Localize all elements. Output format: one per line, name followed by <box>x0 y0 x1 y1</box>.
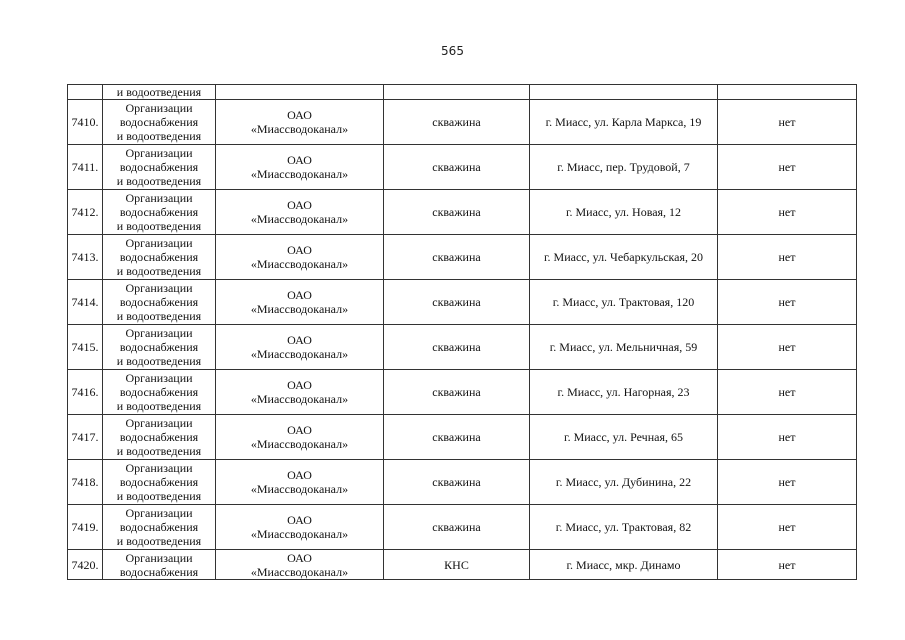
cell-flag: нет <box>718 145 857 190</box>
organization-type-line: водоснабжения <box>119 340 199 354</box>
organization-type-line: водоснабжения <box>119 115 199 129</box>
cell-object: скважина <box>384 280 530 325</box>
organization-name-line: «Миассводоканал» <box>250 347 349 361</box>
table-row <box>68 235 857 280</box>
organization-type-line: и водоотведения <box>116 399 202 413</box>
table-row <box>68 550 857 580</box>
organization-name-line: ОАО <box>287 423 312 437</box>
cell-organization <box>216 550 384 580</box>
organization-type-line: Организации <box>125 101 193 115</box>
cell-address: г. Миасс, ул. Речная, 65 <box>530 415 718 460</box>
organization-type-line: Организации <box>125 326 193 340</box>
cell-flag <box>718 85 857 100</box>
cell-flag: нет <box>718 550 857 580</box>
cell-number: 7410. <box>68 100 103 145</box>
cell-number: 7413. <box>68 235 103 280</box>
cell-object: скважина <box>384 235 530 280</box>
cell-organization-type <box>103 235 216 280</box>
organization-type-line: и водоотведения <box>116 444 202 458</box>
cell-flag: нет <box>718 190 857 235</box>
cell-address: г. Миасс, ул. Мельничная, 59 <box>530 325 718 370</box>
table-row-continuation <box>68 85 857 100</box>
table-row <box>68 145 857 190</box>
cell-organization <box>216 235 384 280</box>
cell-organization-type: и водоотведения <box>103 85 216 100</box>
cell-flag: нет <box>718 415 857 460</box>
table-row <box>68 325 857 370</box>
cell-organization <box>216 100 384 145</box>
cell-organization <box>216 460 384 505</box>
organization-type-line: и водоотведения <box>116 264 202 278</box>
cell-flag: нет <box>718 235 857 280</box>
cell-address: г. Миасс, ул. Новая, 12 <box>530 190 718 235</box>
organization-type-line: Организации <box>125 416 193 430</box>
cell-address: г. Миасс, ул. Чебаркульская, 20 <box>530 235 718 280</box>
organization-type-line: водоснабжения <box>119 385 199 399</box>
cell-object: скважина <box>384 370 530 415</box>
organization-name-line: ОАО <box>287 108 312 122</box>
table-row <box>68 415 857 460</box>
organization-type-line: водоснабжения <box>119 205 199 219</box>
cell-organization <box>216 145 384 190</box>
organization-type-line: Организации <box>125 506 193 520</box>
cell-number: 7417. <box>68 415 103 460</box>
table-row <box>68 370 857 415</box>
cell-organization-type <box>103 415 216 460</box>
organization-name-line: ОАО <box>287 513 312 527</box>
cell-organization <box>216 415 384 460</box>
table-row <box>68 100 857 145</box>
cell-address: г. Миасс, ул. Трактовая, 120 <box>530 280 718 325</box>
organization-name-line: «Миассводоканал» <box>250 167 349 181</box>
organization-type-line: и водоотведения <box>116 174 202 188</box>
organization-type-line: Организации <box>125 550 193 565</box>
organization-name-line: ОАО <box>287 378 312 392</box>
cell-address: г. Миасс, ул. Нагорная, 23 <box>530 370 718 415</box>
page-number: 565 <box>441 44 464 58</box>
organization-type-line: и водоотведения <box>116 219 202 233</box>
organization-name-line: «Миассводоканал» <box>250 257 349 271</box>
cell-number: 7420. <box>68 550 103 580</box>
cell-organization <box>216 280 384 325</box>
cell-flag: нет <box>718 505 857 550</box>
organization-type-line: Организации <box>125 281 193 295</box>
cell-number: 7418. <box>68 460 103 505</box>
cell-number: 7416. <box>68 370 103 415</box>
cell-organization <box>216 190 384 235</box>
table-row <box>68 460 857 505</box>
cell-organization-type <box>103 370 216 415</box>
cell-object: скважина <box>384 190 530 235</box>
cell-object: скважина <box>384 505 530 550</box>
organization-type-line: водоснабжения <box>119 250 199 264</box>
cell-flag: нет <box>718 280 857 325</box>
organization-type-line: и водоотведения <box>116 129 202 143</box>
cell-organization-type <box>103 280 216 325</box>
organization-type-line: и водоотведения <box>116 534 202 548</box>
organization-type-line: и водоотведения <box>116 354 202 368</box>
organization-name-line: «Миассводоканал» <box>250 564 349 579</box>
organization-name-line: ОАО <box>287 243 312 257</box>
cell-address: г. Миасс, мкр. Динамо <box>530 550 718 580</box>
cell-flag: нет <box>718 370 857 415</box>
organization-type-line: водоснабжения <box>119 520 199 534</box>
cell-object: скважина <box>384 325 530 370</box>
cell-organization-type <box>103 550 216 580</box>
cell-organization-type <box>103 460 216 505</box>
cell-address: г. Миасс, ул. Карла Маркса, 19 <box>530 100 718 145</box>
organization-type-line: водоснабжения <box>119 564 199 579</box>
cell-organization-type <box>103 505 216 550</box>
cell-address: г. Миасс, пер. Трудовой, 7 <box>530 145 718 190</box>
table-row <box>68 190 857 235</box>
organization-name-line: «Миассводоканал» <box>250 527 349 541</box>
organization-type-line: и водоотведения <box>116 309 202 323</box>
cell-number: 7415. <box>68 325 103 370</box>
cell-object: скважина <box>384 145 530 190</box>
table-body <box>68 85 857 580</box>
organization-name-line: «Миассводоканал» <box>250 392 349 406</box>
cell-address: г. Миасс, ул. Трактовая, 82 <box>530 505 718 550</box>
organization-type-line: Организации <box>125 371 193 385</box>
organization-name-line: ОАО <box>287 153 312 167</box>
cell-object: скважина <box>384 415 530 460</box>
cell-number: 7412. <box>68 190 103 235</box>
organization-type-line: водоснабжения <box>119 475 199 489</box>
cell-flag: нет <box>718 325 857 370</box>
cell-organization <box>216 505 384 550</box>
cell-organization-type <box>103 325 216 370</box>
cell-organization-type <box>103 190 216 235</box>
organization-type-line: водоснабжения <box>119 160 199 174</box>
cell-organization <box>216 325 384 370</box>
organization-name-line: «Миассводоканал» <box>250 212 349 226</box>
organization-name-line: «Миассводоканал» <box>250 437 349 451</box>
cell-number: 7414. <box>68 280 103 325</box>
table-row <box>68 280 857 325</box>
organization-type-line: Организации <box>125 146 193 160</box>
cell-object: КНС <box>384 550 530 580</box>
cell-organization <box>216 370 384 415</box>
cell-flag: нет <box>718 460 857 505</box>
organization-name-line: «Миассводоканал» <box>250 482 349 496</box>
organization-type-line: водоснабжения <box>119 430 199 444</box>
cell-number <box>68 85 103 100</box>
cell-organization-type <box>103 100 216 145</box>
cell-organization <box>216 85 384 100</box>
cell-number: 7411. <box>68 145 103 190</box>
cell-object: скважина <box>384 100 530 145</box>
organization-name-line: ОАО <box>287 550 312 565</box>
organization-name-line: «Миассводоканал» <box>250 302 349 316</box>
organization-name-line: ОАО <box>287 468 312 482</box>
organization-type-line: Организации <box>125 461 193 475</box>
organization-type-line: и водоотведения <box>116 489 202 503</box>
organization-name-line: ОАО <box>287 333 312 347</box>
organization-name-line: ОАО <box>287 198 312 212</box>
cell-object: скважина <box>384 460 530 505</box>
organization-name-line: ОАО <box>287 288 312 302</box>
table-row <box>68 505 857 550</box>
cell-address: г. Миасс, ул. Дубинина, 22 <box>530 460 718 505</box>
organization-type-line: Организации <box>125 236 193 250</box>
organization-name-line: «Миассводоканал» <box>250 122 349 136</box>
cell-object <box>384 85 530 100</box>
organization-type-line: водоснабжения <box>119 295 199 309</box>
cell-number: 7419. <box>68 505 103 550</box>
organization-type-line: Организации <box>125 191 193 205</box>
cell-address <box>530 85 718 100</box>
cell-organization-type <box>103 145 216 190</box>
registry-table <box>67 84 857 580</box>
cell-flag: нет <box>718 100 857 145</box>
